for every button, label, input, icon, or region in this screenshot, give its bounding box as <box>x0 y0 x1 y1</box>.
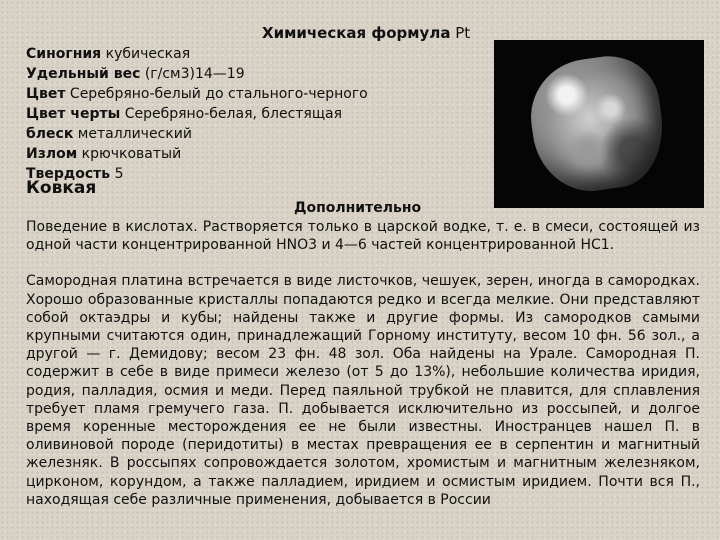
property-color <box>26 84 466 104</box>
property-label: Цвет <box>26 86 66 102</box>
properties-list <box>26 44 466 184</box>
paragraph-acids: Поведение в кислотах. Растворяется только в царской водке, т. е. в смеси, состоящей из одной части концентрированной HNO3 и 4—6 частей концентрированной HC1. <box>26 219 700 254</box>
property-density <box>26 64 466 84</box>
property-value: (г/см3)14—19 <box>144 66 245 82</box>
property-streak <box>26 104 466 124</box>
property-value: Серебряно-белая, блестящая <box>124 106 343 122</box>
property-label: Излом <box>26 146 78 162</box>
property-fracture <box>26 144 466 164</box>
property-value: крючковатый <box>81 146 182 162</box>
title-formula: Pt <box>455 24 471 42</box>
property-label: Синогния <box>26 46 102 62</box>
nugget-shape <box>523 50 670 199</box>
property-luster <box>26 124 466 144</box>
property-value: Серебряно-белый до стального-черного <box>69 86 368 102</box>
description-text <box>26 218 700 509</box>
property-label: Удельный вес <box>26 66 141 82</box>
title-label: Химическая формула <box>262 24 451 42</box>
property-value: 5 <box>114 166 124 182</box>
property-label: блеск <box>26 126 74 142</box>
property-value: металлический <box>77 126 192 142</box>
property-value: кубическая <box>105 46 191 62</box>
paragraph-occurrence: Самородная платина встречается в виде листочков, чешуек, зерен, иногда в самородках. Хорошо образованные кристаллы попадаются редко и всегда мелкие. Они представляют собой октаэдры и кубы; найдены также и другие формы. Из самородков самыми крупными считаются один, принадлежащий Горному институту, весом 10 фн. 56 зол., а другой — г. Демидову; весом 23 фн. 48 зол. Оба найдены на Урале. Самородная П. содержит в себе в виде примеси железо (от 5 до 13%), небольшие количества иридия, родия, палладия, осмия и меди. Перед паяльной трубкой не плавится, для сплавления требует пламя гремучего газа. П. добывается исключительно из россыпей, и долгое время коренные месторождения ее не были известны. Иностранцев нашел П. в оливиновой породе (перидотиты) в местах превращения ее в серпентин и магнитный железняк. В россыпях сопровождается золотом, хромистым и магнитным железняком, цирконом, корундом, а также палладием, иридием и осмистым иридием. Почти вся П., находящая себе различные применения, добывается в России <box>26 273 700 508</box>
additional-heading: Дополнительно <box>294 200 422 216</box>
property-label: Цвет черты <box>26 106 121 122</box>
property-label: Твердость <box>26 166 111 182</box>
malleable-label: Ковкая <box>26 178 97 198</box>
property-system <box>26 44 466 64</box>
platinum-nugget-image <box>494 40 704 208</box>
page-title <box>262 24 470 42</box>
